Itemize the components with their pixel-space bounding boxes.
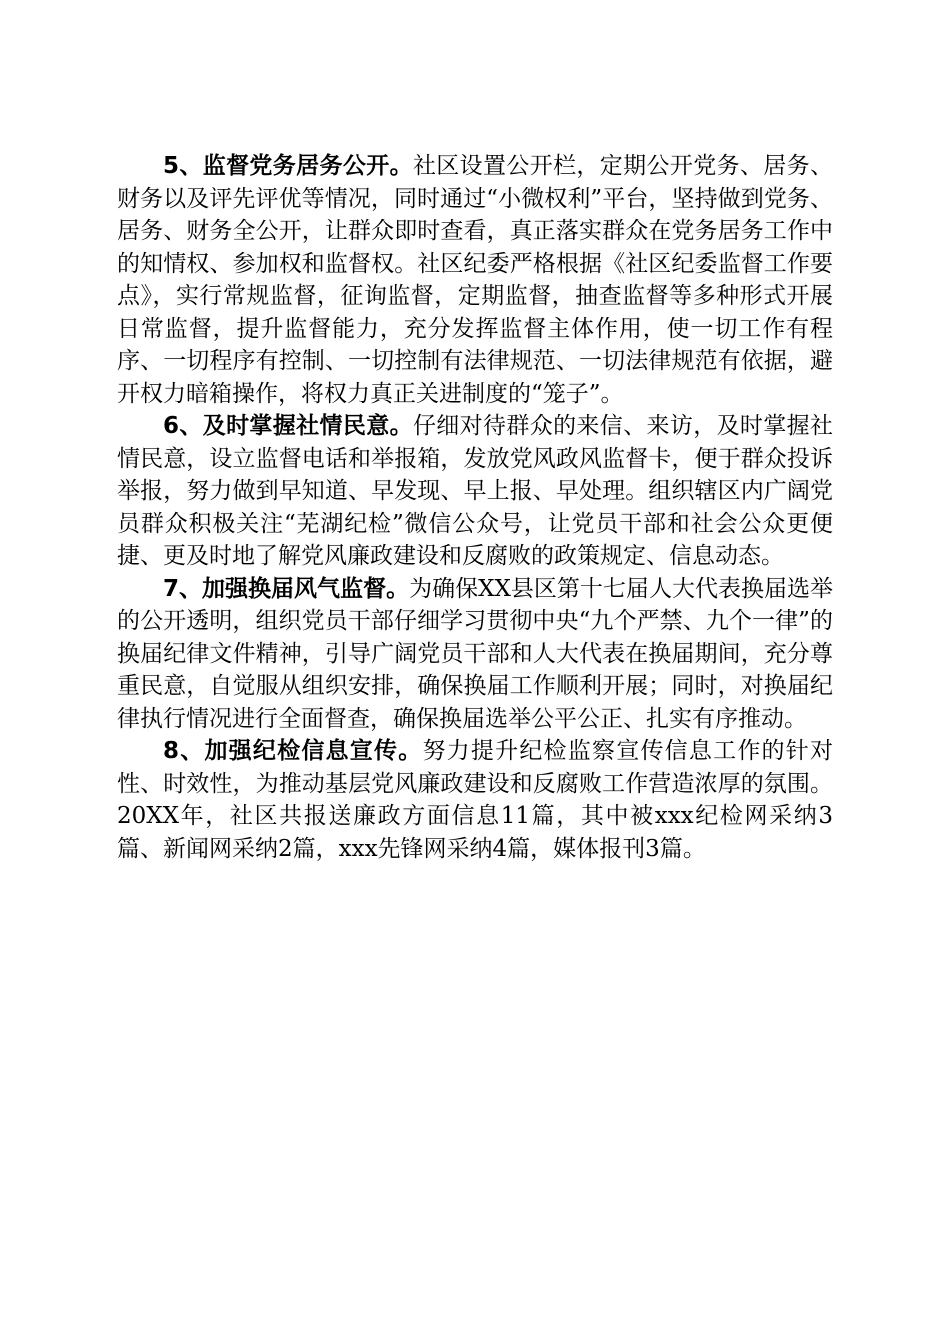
paragraph-heading: 7、加强换届风气监督。 [163,575,410,602]
paragraph-text: 为确保XX县区第十七届人大代表换届选举的公开透明，组织党员干部仔细学习贯彻中央“九个严禁、九个一律”的换届纪律文件精神，引导广阔党员干部和人大代表在换届期间，充分尊重民意，自觉服从组织安排，确保换届工作顺利开展；同时，对换届纪律执行情况进行全面督查，确保换届选举公平公正、扎实有序推动。 [117,575,833,732]
paragraph-public-opinion [117,410,833,573]
paragraph-supervise-affairs-disclosure [117,150,833,410]
document-body [117,150,833,865]
paragraph-information-publicity [117,735,833,865]
paragraph-heading: 8、加强纪检信息宣传。 [163,738,423,764]
paragraph-heading: 5、监督党务居务公开。 [163,153,413,179]
paragraph-election-supervision [117,573,833,736]
paragraph-heading: 6、及时掌握社情民意。 [163,413,413,439]
paragraph-text: 仔细对待群众的来信、来访，及时掌握社情民意，设立监督电话和举报箱，发放党风政风监督卡，便于群众投诉举报，努力做到早知道、早发现、早上报、早处理。组织辖区内广阔党员群众积极关注“芜湖纪检”微信公众号，让党员干部和社会公众更便捷、更及时地了解党风廉政建设和反腐败的政策规定、信息动态。 [117,413,833,569]
paragraph-text: 社区设置公开栏，定期公开党务、居务、财务以及评先评优等情况，同时通过“小微权利”平台，坚持做到党务、居务、财务全公开，让群众即时查看，真正落实群众在党务居务工作中的知情权、参加权和监督权。社区纪委严格根据《社区纪委监督工作要点》，实行常规监督，征询监督，定期监督，抽查监督等多种形式开展日常监督，提升监督能力，充分发挥监督主体作用，使一切工作有程序、一切程序有控制、一切控制有法律规范、一切法律规范有依据，避开权力暗箱操作，将权力真正关进制度的“笼子”。 [117,153,833,407]
paragraph-text: 努力提升纪检监察宣传信息工作的针对性、时效性，为推动基层党风廉政建设和反腐败工作营造浓厚的氛围。20XX年，社区共报送廉政方面信息11篇，其中被xxx纪检网采纳3篇、新闻网采纳2篇，xxx先锋网采纳4篇，媒体报刊3篇。 [117,738,833,862]
